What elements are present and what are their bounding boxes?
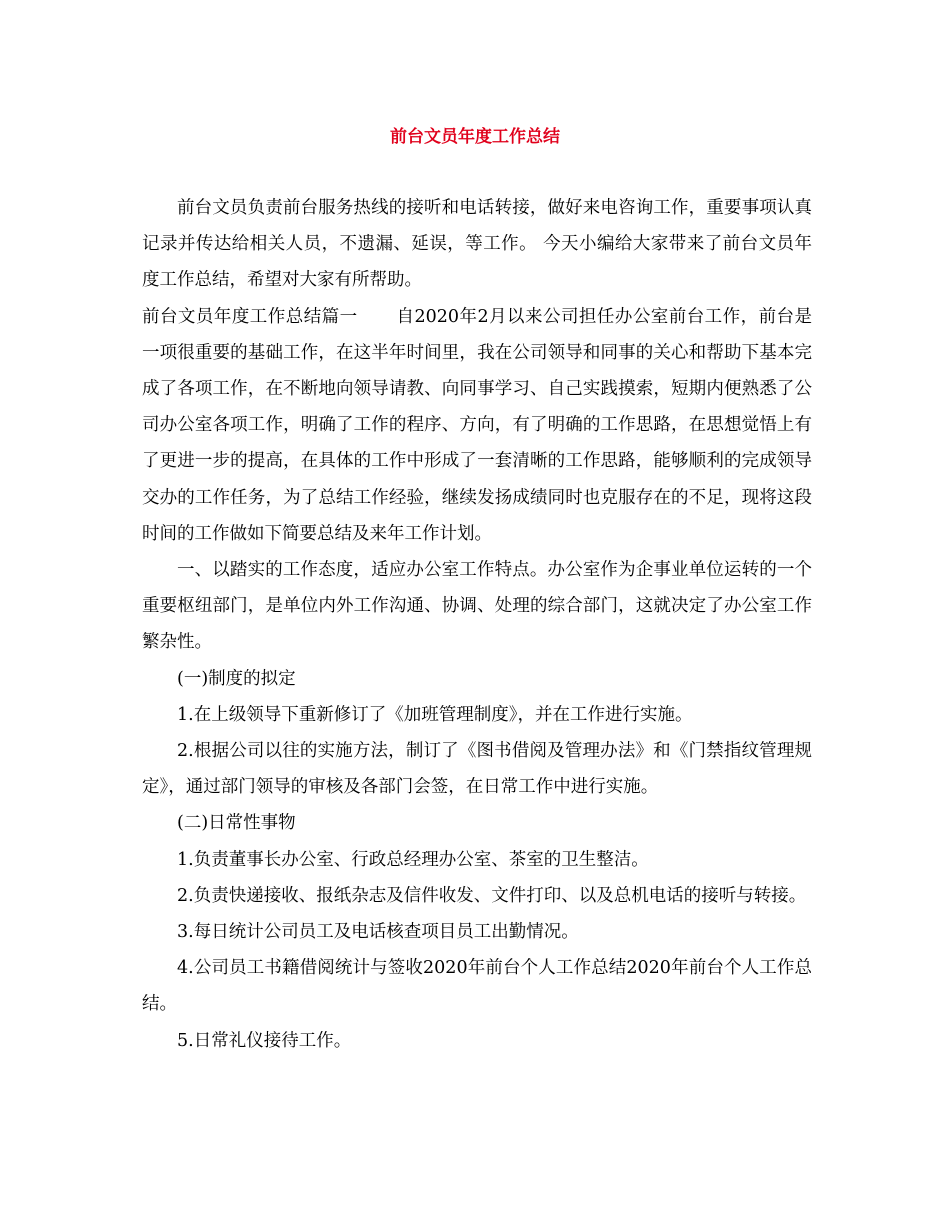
document-body [142, 190, 812, 1059]
list-item: 3.每日统计公司员工及电话核查项目员工出勤情况。 [177, 922, 579, 943]
subsection-heading-daily: (二)日常性事物 [177, 813, 296, 834]
intro-paragraph: 前台文员负责前台服务热线的接听和电话转接，做好来电咨询工作，重要事项认真记录并传达给相关人员，不遗漏、延误，等工作。 今天小编给大家带来了前台文员年度工作总结，希望对大家有所帮助。 [142, 198, 812, 291]
list-item: 1.负责董事长办公室、行政总经理办公室、茶室的卫生整洁。 [177, 849, 649, 870]
list-item: 5.日常礼仪接待工作。 [177, 1030, 352, 1051]
point-one-paragraph: 一、以踏实的工作态度，适应办公室工作特点。办公室作为企事业单位运转的一个重要枢纽部门，是单位内外工作沟通、协调、处理的综合部门，这就决定了办公室工作繁杂性。 [142, 560, 812, 653]
list-item: 2.负责快递接收、报纸杂志及信件收发、文件打印、以及总机电话的接听与转接。 [177, 885, 807, 906]
list-item: 4.公司员工书籍借阅统计与签收2020年前台个人工作总结2020年前台个人工作总结。 [142, 958, 812, 1015]
list-item: 1.在上级领导下重新修订了《加班管理制度》，并在工作进行实施。 [177, 704, 693, 725]
list-item: 2.根据公司以往的实施方法，制订了《图书借阅及管理办法》和《门禁指纹管理规定》，通过部门领导的审核及各部门会签，在日常工作中进行实施。 [142, 741, 812, 798]
section-heading: 前台文员年度工作总结篇一 [142, 306, 358, 327]
section-text: 自2020年2月以来公司担任办公室前台工作，前台是一项很重要的基础工作，在这半年时间里，我在公司领导和同事的关心和帮助下基本完成了各项工作，在不断地向领导请教、向同事学习、自己实践摸索，短期内便熟悉了公司办公室各项工作，明确了工作的程序、方向，有了明确的工作思路，在思想觉悟上有了更进一步的提高，在具体的工作中形成了一套清晰的工作思路，能够顺利的完成领导交办的工作任务，为了总结工作经验，继续发扬成绩同时也克服存在的不足，现将这段时间的工作做如下简要总结及来年工作计划。 [142, 306, 813, 544]
subsection-heading-rules: (一)制度的拟定 [177, 668, 296, 689]
section-paragraph [142, 299, 812, 552]
document-title: 前台文员年度工作总结 [390, 127, 560, 147]
